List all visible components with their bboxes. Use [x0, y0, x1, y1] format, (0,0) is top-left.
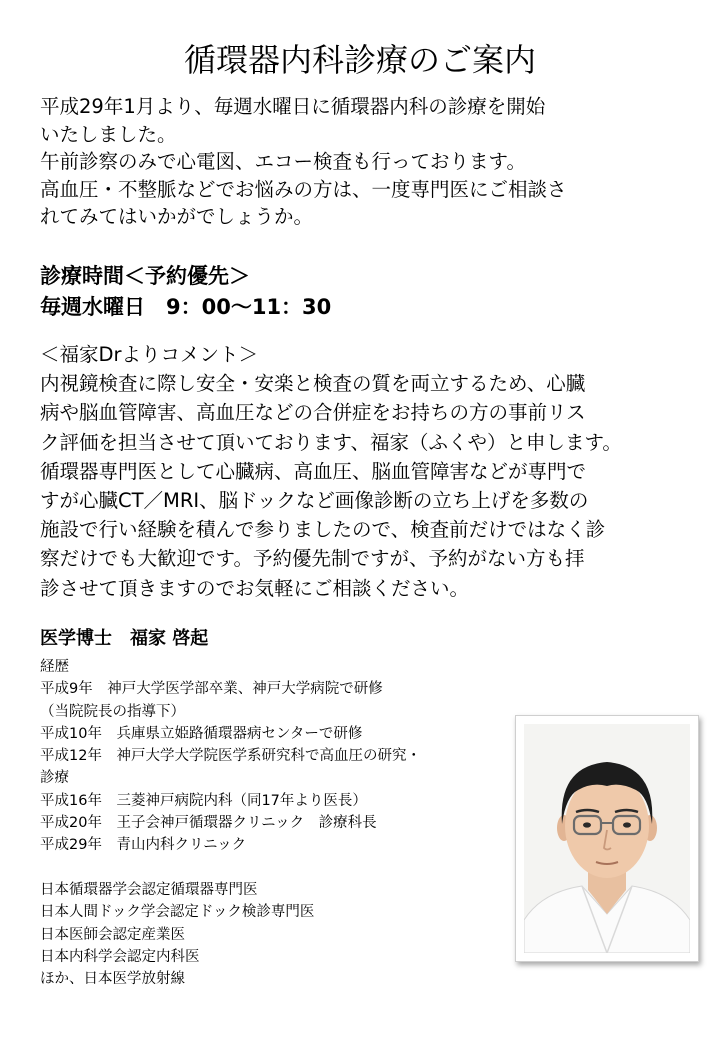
comment-line: 病や脳血管障害、高血圧などの合併症をお持ちの方の事前リス — [40, 401, 586, 425]
certification-line: 日本循環器学会認定循環器専門医 — [40, 881, 258, 898]
comment-heading: ＜福家Drよりコメント＞ — [40, 343, 259, 366]
career-line: 平成9年 神戸大学医学部卒業、神戸大学病院で研修 — [40, 681, 383, 698]
certification-line: 日本医師会認定産業医 — [40, 926, 185, 943]
career-list — [40, 656, 510, 990]
doctor-comment — [40, 340, 690, 603]
comment-line: 施設で行い経験を積んで参りましたので、検査前だけではなく診 — [40, 518, 606, 542]
certification-line: 日本人間ドック学会認定ドック検診専門医 — [40, 904, 315, 921]
doctor-photo-frame — [515, 715, 699, 962]
doctor-portrait-illustration — [524, 724, 690, 953]
career-line: 平成16年 三菱神戸病院内科（同17年より医長） — [40, 792, 367, 809]
intro-line: いたしました。 — [40, 122, 177, 146]
career-line: 平成20年 王子会神戸循環器クリニック 診療科長 — [40, 815, 377, 832]
career-line: 平成10年 兵庫県立姫路循環器病センターで研修 — [40, 725, 363, 742]
hours-schedule: 毎週水曜日 9：00～11：30 — [40, 295, 332, 319]
comment-line: 循環器専門医として心臓病、高血圧、脳血管障害などが専門で — [40, 459, 587, 483]
intro-line: 平成29年1月より、毎週水曜日に循環器内科の診療を開始 — [40, 95, 546, 118]
career-spacer — [40, 857, 510, 879]
certification-line: 日本内科学会認定内科医 — [40, 948, 200, 965]
hours-heading: 診療時間＜予約優先＞ — [40, 264, 250, 288]
doctor-name: 医学博士 福家 啓起 — [40, 628, 209, 649]
consultation-hours — [40, 261, 331, 323]
page-title: 循環器内科診療のご案内 — [183, 41, 536, 79]
intro-paragraph — [40, 93, 680, 231]
career-heading: 経歴 — [40, 659, 69, 675]
intro-line: 高血圧・不整脈などでお悩みの方は、一度専門医にご相談さ — [40, 177, 567, 201]
intro-line: 午前診察のみで心電図、エコー検査も行っております。 — [40, 150, 526, 173]
career-line: 診療 — [40, 770, 69, 787]
comment-line: ク評価を担当させて頂いております、福家（ふくや）と申します。 — [40, 430, 622, 454]
intro-line: れてみてはいかがでしょうか。 — [40, 205, 314, 228]
career-line: 平成29年 青山内科クリニック — [40, 837, 247, 854]
certification-line: ほか、日本医学放射線 — [40, 971, 185, 988]
comment-line: 診させて頂きますのでお気軽にご相談ください。 — [40, 576, 470, 600]
comment-line: 察だけでも大歓迎です。予約優先制ですが、予約がない方も拝 — [40, 547, 585, 571]
career-line: 平成12年 神戸大学大学院医学系研究科で高血圧の研究・ — [40, 748, 421, 765]
comment-line: 内視鏡検査に際し安全・安楽と検査の質を両立するため、心臓 — [40, 372, 586, 396]
career-line: （当院院長の指導下） — [40, 703, 185, 720]
comment-line: すが心臓CT／MRI、脳ドックなど画像診断の立ち上げを多数の — [40, 489, 589, 513]
